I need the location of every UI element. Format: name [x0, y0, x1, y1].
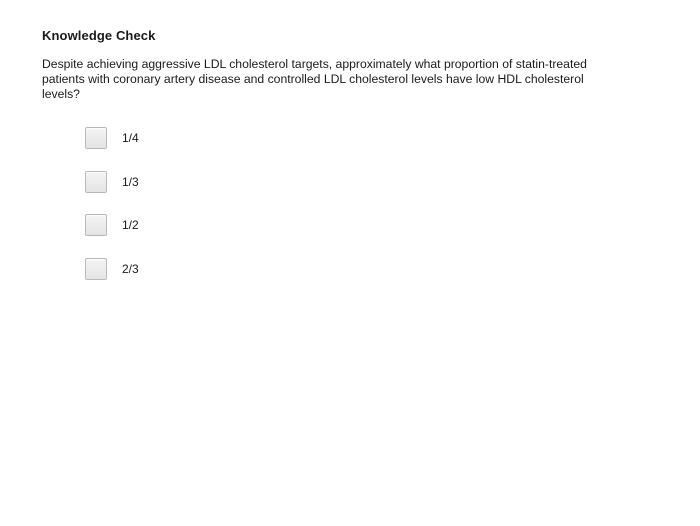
answer-option-4[interactable]: [85, 256, 139, 282]
checkbox[interactable]: [85, 258, 107, 280]
quiz-title: Knowledge Check: [42, 28, 156, 43]
knowledge-check: [42, 28, 642, 102]
checkbox[interactable]: [85, 171, 107, 193]
answer-options: [85, 125, 139, 299]
answer-option-1[interactable]: [85, 125, 139, 151]
question-text: Despite achieving aggressive LDL cholesterol targets, approximately what proportion of statin-treated patients with coronary artery disease and controlled LDL cholesterol levels have low HDL cholesterol levels?: [42, 57, 587, 101]
answer-label: 1/2: [122, 218, 139, 232]
answer-label: 2/3: [122, 261, 139, 276]
answer-option-2[interactable]: [85, 169, 139, 195]
answer-label: 1/3: [122, 174, 139, 189]
answer-label: 1/4: [122, 131, 139, 145]
checkbox[interactable]: [85, 214, 107, 236]
checkbox[interactable]: [85, 127, 107, 149]
answer-option-3[interactable]: [85, 212, 139, 238]
